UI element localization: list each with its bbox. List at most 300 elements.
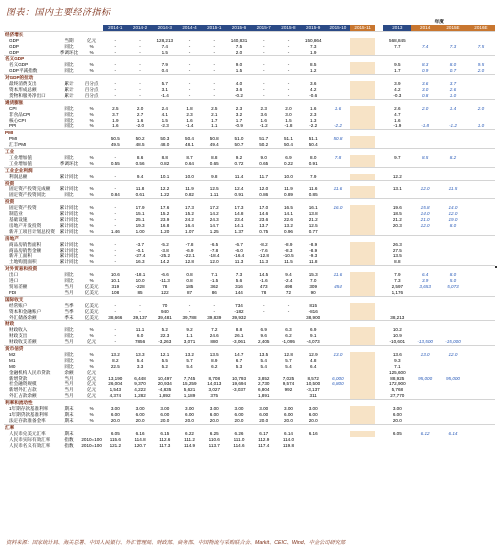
indicator-unit: 亿美元 <box>84 308 99 314</box>
quarter-value: 12.0 <box>259 186 269 192</box>
indicator-table <box>4 19 495 448</box>
indicator-unit: % <box>89 205 94 211</box>
indicator-name: 人民币名义有效汇率 <box>9 442 51 448</box>
indicator-name: 贸易差额 <box>9 283 28 289</box>
quarter-value: - <box>188 92 191 98</box>
year-value: 6.12 <box>420 430 430 436</box>
quarter-value: 1.8 <box>186 105 193 111</box>
indicator-measure: 累计 <box>64 92 74 98</box>
quarter-value: 7.1 <box>211 272 218 278</box>
year-value: 0.8 <box>421 92 429 98</box>
year-value: 1.4 <box>449 105 457 111</box>
year-value: 10.9 <box>392 333 402 339</box>
quarter-value: 362 <box>210 283 219 289</box>
quarter-value: 17.6 <box>160 205 170 211</box>
quarter-value: 1.5 <box>161 49 168 55</box>
quarter-value: - <box>114 302 117 308</box>
quarter-value: 38,900 <box>306 314 321 320</box>
indicator-measure: 累计同比 <box>59 259 79 265</box>
quarter-value: 14.1 <box>283 211 293 217</box>
quarter-value: 5.4 <box>285 363 292 369</box>
indicator-unit: % <box>89 123 94 129</box>
quarter-value: 114.8 <box>134 436 146 442</box>
quarter-value: 0.77 <box>308 228 318 234</box>
year-value: 1.6 <box>394 117 401 123</box>
year-value: 27.5 <box>392 247 402 253</box>
quarter-value: -2.3 <box>160 123 169 129</box>
quarter-value: 20.0 <box>209 417 219 423</box>
year-value: 13.6 <box>392 351 402 357</box>
indicator-measure: 季调环比 <box>59 49 79 55</box>
indicator-measure: 同比 <box>64 272 74 278</box>
category-label: 经济增长 <box>4 31 495 37</box>
indicator-name: 财政支出 <box>9 333 28 339</box>
quarter-value: 13.5 <box>209 351 219 357</box>
indicator-measure: 同比 <box>64 192 74 198</box>
quarter-value: 17.3 <box>185 205 194 211</box>
quarter-value: 19,694 <box>231 381 247 387</box>
indicator-measure: 累计同比 <box>59 228 79 234</box>
indicator-name: 外汇占款余额 <box>9 393 37 399</box>
quarter-value: 6.22 <box>185 430 194 436</box>
quarter-value: 7.0 <box>310 278 317 284</box>
indicator-measure: 累计同比 <box>59 247 79 253</box>
quarter-value: - <box>114 86 117 92</box>
indicator-name: 房地产开发投资 <box>9 222 42 228</box>
quarter-value: -1.6 <box>259 278 268 284</box>
quarter-value: 940 <box>160 308 169 314</box>
indicator-measure: 余额 <box>64 369 74 375</box>
quarter-value: 8.8 <box>235 327 243 333</box>
quarter-value: 4.1 <box>161 111 168 117</box>
indicator-unit: % <box>89 363 94 369</box>
quarter-value: -3,137 <box>306 387 320 393</box>
quarter-value: 3.6 <box>235 86 243 92</box>
indicator-measure: 累计同比 <box>59 241 79 247</box>
quarter-value: -3,263 <box>158 339 172 345</box>
quarter-value: - <box>287 49 290 55</box>
quarter-value: 5.4 <box>260 363 267 369</box>
indicator-name: GDP平减指数 <box>9 68 38 74</box>
quarter-value: 112.9 <box>258 436 270 442</box>
quarter-value: 8.0 <box>310 154 317 160</box>
indicator-unit: 亿美元 <box>84 283 99 289</box>
quarter-value: - <box>139 81 141 87</box>
year-value: -1.2 <box>449 123 457 129</box>
year-value: 27,770 <box>390 393 405 399</box>
quarter-value: - <box>188 49 191 55</box>
quarter-value: - <box>114 308 117 314</box>
year-value: 3.9 <box>394 81 401 87</box>
quarter-value: 115.6 <box>109 436 121 442</box>
indicator-unit: % <box>89 357 94 363</box>
quarter-value: - <box>114 154 117 160</box>
quarter-value: 1.5 <box>285 117 292 123</box>
quarter-value: 6.00 <box>283 412 293 417</box>
indicator-name: 出口 <box>9 272 19 278</box>
indicator-unit: 亿元 <box>87 381 97 387</box>
quarter-value: 1.7 <box>211 117 218 123</box>
quarter-value: - <box>114 49 117 55</box>
year-value: 1.7 <box>394 68 401 74</box>
indicator-measure: 期末 <box>64 430 74 436</box>
quarter-value: 8,708 <box>208 375 220 381</box>
year-value: -10,601 <box>389 339 406 345</box>
indicator-unit: % <box>89 49 94 55</box>
indicator-unit: 亿元 <box>87 387 97 393</box>
quarter-value: 2.3 <box>260 105 267 111</box>
indicator-unit: 百分点 <box>84 81 99 87</box>
indicator-measure: 同比 <box>64 327 74 333</box>
quarter-value: 25.1 <box>135 217 145 222</box>
quarter-value: 8.5 <box>310 62 317 68</box>
year-value: 3.00 <box>392 406 402 412</box>
quarter-value: 14,013 <box>207 381 222 387</box>
quarter-value: 13.8 <box>308 211 318 217</box>
quarter-value: 11.6 <box>308 186 318 192</box>
quarter-value: 473 <box>259 283 268 289</box>
quarter-value: 0.85 <box>308 192 318 198</box>
indicator-measure: 累计同比 <box>59 173 79 179</box>
year-value: 4.2 <box>394 86 401 92</box>
quarter-value: 2.5 <box>211 105 218 111</box>
quarter-value: 0.86 <box>259 192 269 198</box>
quarter-value: 10,793 <box>231 375 247 381</box>
year-value: 88,925 <box>390 375 405 381</box>
quarter-value: -6.5 <box>210 241 219 247</box>
quarter-value: - <box>139 37 141 43</box>
quarter-value: 13,190 <box>108 375 123 381</box>
quarter-value: 5,621 <box>183 387 196 393</box>
quarter-header: 2015-7 <box>251 25 276 31</box>
indicator-name: 货物和服务净出口 <box>9 92 46 98</box>
quarter-value: -228 <box>135 283 145 289</box>
quarter-value: 12.5 <box>308 222 318 228</box>
year-value: -1.9 <box>393 123 402 129</box>
indicator-measure: 季调环比 <box>59 160 79 166</box>
quarter-value: 17.9 <box>135 205 145 211</box>
quarter-value: 6.14 <box>283 430 293 436</box>
quarter-value: -3.7 <box>136 241 145 247</box>
quarter-value: 3.00 <box>110 406 120 412</box>
quarter-value: 498 <box>284 283 293 289</box>
year-value: 7.9 <box>394 272 401 278</box>
quarter-value: -6.6 <box>160 272 169 278</box>
quarter-value: -6.7 <box>235 241 243 247</box>
year-value: 7.3 <box>394 278 401 284</box>
year-value: 20.0 <box>392 417 402 423</box>
indicator-measure: 同比 <box>64 117 74 123</box>
quarter-value: 7.3 <box>235 272 243 278</box>
quarter-value: 311 <box>309 393 317 399</box>
quarter-value: 992 <box>284 387 293 393</box>
indicator-measure: 累计 <box>64 81 74 87</box>
quarter-value: 50.3 <box>160 136 170 142</box>
quarter-value: 51.1 <box>308 136 318 142</box>
quarter-value: 5.7 <box>186 357 193 363</box>
indicator-name: 经常账户 <box>9 302 28 308</box>
quarter-value: - <box>213 37 216 43</box>
quarter-value: 309 <box>309 283 318 289</box>
quarter-value: -1.4 <box>160 92 169 98</box>
quarter-value: 9,574 <box>282 381 295 387</box>
indicator-name: 最终消费支出 <box>9 81 37 87</box>
quarter-value: -11.3 <box>159 278 170 284</box>
source-footnote: 资料来源：国家统计局、海关总署、中国人民银行、外汇管理局、财政部、商务部、中国物流与采购联合会、Markit、CEIC、Wind、中金公司研究部 <box>6 540 346 546</box>
quarter-value: - <box>213 68 216 74</box>
indicator-name: 固定资产投资同比 <box>9 192 46 198</box>
quarter-value: -6.9 <box>185 247 194 253</box>
indicator-name: FDI <box>9 289 17 295</box>
quarter-value: 122 <box>160 289 169 295</box>
quarter-value: 20.0 <box>308 417 318 423</box>
quarter-value: 6.2 <box>211 363 218 369</box>
quarter-value: 16.5 <box>283 205 293 211</box>
quarter-value: 20.0 <box>234 417 244 423</box>
year-value: 5,073 <box>447 283 459 289</box>
quarter-value: 12.2 <box>160 186 170 192</box>
indicator-measure: 同比 <box>64 357 74 363</box>
quarter-value: 6.16 <box>135 430 145 436</box>
quarter-value: 87 <box>186 289 193 295</box>
quarter-value: 1.6 <box>112 123 119 129</box>
quarter-value: 3.00 <box>209 406 219 412</box>
quarter-value: 880 <box>210 339 219 345</box>
quarter-value: 11.5 <box>284 259 293 265</box>
quarter-value: 4.8 <box>310 357 317 363</box>
year-value: 38,213 <box>390 314 405 320</box>
quarter-value: 49.4 <box>209 142 219 148</box>
quarter-value: - <box>139 43 141 49</box>
quarter-value: - <box>114 81 117 87</box>
quarter-value: 2,405 <box>257 339 270 345</box>
quarter-value: 3.0 <box>285 111 292 117</box>
quarter-value: - <box>114 211 117 217</box>
quarter-value: 16.8 <box>160 222 170 228</box>
quarter-value: 4.0 <box>235 81 243 87</box>
indicator-measure: 累计同比 <box>59 222 79 228</box>
indicator-name: 汇丰PMI <box>9 142 27 148</box>
quarter-value: -1,095 <box>281 339 295 345</box>
quarter-value: 6.00 <box>209 412 219 417</box>
year-value: 6.14 <box>448 430 458 436</box>
quarter-value: 1.7 <box>235 117 243 123</box>
quarter-value: 1.25 <box>209 228 219 234</box>
quarter-value: 20.0 <box>135 417 145 423</box>
category-label: 名义GDP <box>4 56 495 62</box>
quarter-value: 3,027 <box>208 387 220 393</box>
quarter-value: 39,137 <box>133 314 148 320</box>
quarter-value: 9.8 <box>211 173 218 179</box>
year-value: 11.5 <box>448 186 458 192</box>
quarter-value: -1.4 <box>185 123 194 129</box>
quarter-value: - <box>262 81 265 87</box>
quarter-value: 6.0 <box>136 333 144 339</box>
indicator-name: 人民币实际有效汇率 <box>9 436 51 442</box>
category-label: 对外贸易和投资 <box>4 266 495 272</box>
quarter-value: 7,025 <box>282 375 295 381</box>
indicator-measure: 当月 <box>64 387 74 393</box>
indicator-name: 进口 <box>9 278 19 284</box>
quarter-value: 3.3 <box>136 363 144 369</box>
quarter-value: 23.9 <box>160 217 170 222</box>
year-value: 19.0 <box>448 217 458 222</box>
year-value: 568,845 <box>389 37 406 43</box>
quarter-value: 6,804 <box>257 387 270 393</box>
indicator-name: 工业增加值 <box>9 154 32 160</box>
quarter-value: 3.00 <box>308 406 318 412</box>
quarter-value: - <box>287 308 290 314</box>
quarter-value: - <box>139 92 141 98</box>
quarter-value: 15.3 <box>308 272 318 278</box>
indicator-measure: 累计 <box>64 86 74 92</box>
quarter-value: 38,666 <box>108 314 123 320</box>
indicator-unit: % <box>89 333 94 339</box>
category-label: 财政 <box>4 321 495 327</box>
quarter-value: 113.7 <box>208 442 220 448</box>
quarter-value: - <box>188 81 191 87</box>
quarter-value: 0.8 <box>186 278 193 284</box>
quarter-value: 2.0 <box>136 105 144 111</box>
indicator-name: 1年期存款基准利率 <box>9 406 49 412</box>
year-value: 12.0 <box>448 211 458 217</box>
year-value: 13.5 <box>392 253 402 259</box>
indicator-unit: % <box>89 186 94 192</box>
quarter-value: - <box>188 302 191 308</box>
quarter-value: 3.2 <box>235 111 243 117</box>
quarter-value: -182 <box>234 308 244 314</box>
quarter-value: - <box>213 49 216 55</box>
indicator-name: 新增贷款 <box>9 375 28 381</box>
indicator-measure: 同比 <box>64 351 74 357</box>
quarter-value: 128,213 <box>156 37 174 43</box>
quarter-value: - <box>262 37 265 43</box>
indicator-measure: 当月 <box>64 339 74 345</box>
quarter-value: 50.5 <box>110 136 120 142</box>
indicator-measure: 累计同比 <box>59 186 79 192</box>
quarter-value: 5.5 <box>161 357 168 363</box>
quarter-value: - <box>287 81 290 87</box>
year-value: 5,768 <box>391 387 404 393</box>
indicator-unit: % <box>89 412 94 417</box>
indicator-name: 核心CPI <box>9 117 26 123</box>
quarter-value: 0.82 <box>160 160 170 166</box>
indicator-unit: % <box>89 278 94 284</box>
quarter-value: 0.22 <box>283 160 293 166</box>
indicator-name: 人民币兑美元汇率 <box>9 430 46 436</box>
quarter-value: -27.4 <box>134 253 146 259</box>
quarter-value: 375 <box>210 393 219 399</box>
indicator-unit: % <box>89 228 94 234</box>
indicator-name: 固定资产投资 <box>9 205 37 211</box>
quarter-value: -7.8 <box>210 247 219 253</box>
indicator-measure: 同比 <box>64 43 74 49</box>
quarter-value: 8,572 <box>307 375 319 381</box>
quarter-value: 7,745 <box>183 375 196 381</box>
year-value: 18.5 <box>392 211 402 217</box>
indicator-unit: % <box>89 160 94 166</box>
year-value: 13.0 <box>420 351 430 357</box>
quarter-value <box>301 443 326 449</box>
quarter-value: 3.6 <box>310 81 317 87</box>
year-value: 12.0 <box>448 351 458 357</box>
quarter-value: -0.9 <box>235 123 243 129</box>
quarter-value: 1.6 <box>310 105 317 111</box>
quarter-value: 0.64 <box>185 160 194 166</box>
quarter-value: 12.5 <box>209 186 219 192</box>
quarter-value: 20,934 <box>157 381 172 387</box>
quarter-value: 48.5 <box>135 142 145 148</box>
quarter-value: - <box>114 217 117 222</box>
quarter-value: 6.17 <box>259 430 269 436</box>
quarter-value: 0.96 <box>283 228 293 234</box>
quarter-value: - <box>262 49 265 55</box>
year-value: 7.7 <box>394 43 401 49</box>
quarter-value: 17.0 <box>259 205 269 211</box>
quarter-value: - <box>262 43 265 49</box>
quarter-value: 50.4 <box>185 136 194 142</box>
quarter-header: 2015-10 <box>326 25 351 31</box>
quarter-value: -8.9 <box>309 247 318 253</box>
year-value: 1.0 <box>449 92 457 98</box>
indicator-name: 财政收支差额 <box>9 339 37 345</box>
year-value: 7.5 <box>477 43 485 49</box>
indicator-measure: 季末 <box>64 314 74 320</box>
year-value: 12.0 <box>420 186 430 192</box>
quarter-value: 4,222 <box>134 387 146 393</box>
category-label: 工业企业利润 <box>4 167 495 173</box>
quarter-value: 5.2 <box>161 363 168 369</box>
quarter-value: 15.2 <box>185 211 194 217</box>
year-header: 2016E <box>467 25 495 31</box>
year-value: 10.2 <box>392 327 402 333</box>
quarter-value: - <box>287 92 290 98</box>
year-value: 2.6 <box>449 86 457 92</box>
quarter-value: - <box>213 308 216 314</box>
quarter-value: 50.2 <box>135 136 145 142</box>
quarter-value: 2,730 <box>257 381 270 387</box>
indicator-unit: % <box>89 253 94 259</box>
indicator-unit: % <box>89 68 94 74</box>
quarter-value: 19.3 <box>135 222 145 228</box>
quarter-value: 48.1 <box>185 142 194 148</box>
year-value: -1.8 <box>421 123 430 129</box>
quarter-value: 11.7 <box>259 173 269 179</box>
quarter-value: - <box>139 68 141 74</box>
quarter-value: 1.5 <box>161 117 168 123</box>
quarter-value: - <box>188 37 191 43</box>
quarter-value: 0.91 <box>308 160 318 166</box>
indicator-unit: % <box>89 272 94 278</box>
indicator-name: GDP <box>9 49 19 55</box>
quarter-value: -3,061 <box>232 339 246 345</box>
indicator-unit: % <box>89 247 94 253</box>
quarter-value: 3.00 <box>283 406 293 412</box>
quarter-value: 114.0 <box>282 436 295 442</box>
year-value <box>439 443 467 449</box>
quarter-value: -3,037 <box>232 387 246 393</box>
quarter-value: - <box>114 222 117 228</box>
quarter-value: 319 <box>111 283 120 289</box>
quarter-value: 6.00 <box>308 412 318 417</box>
quarter-value: 734 <box>235 302 243 308</box>
year-value: 7.3 <box>449 43 457 49</box>
indicator-unit: % <box>89 241 94 247</box>
quarter-value: 11.9 <box>284 186 293 192</box>
quarter-value: - <box>114 333 117 339</box>
year-value: 3.7 <box>449 81 457 87</box>
quarter-value: 1.9 <box>310 49 317 55</box>
